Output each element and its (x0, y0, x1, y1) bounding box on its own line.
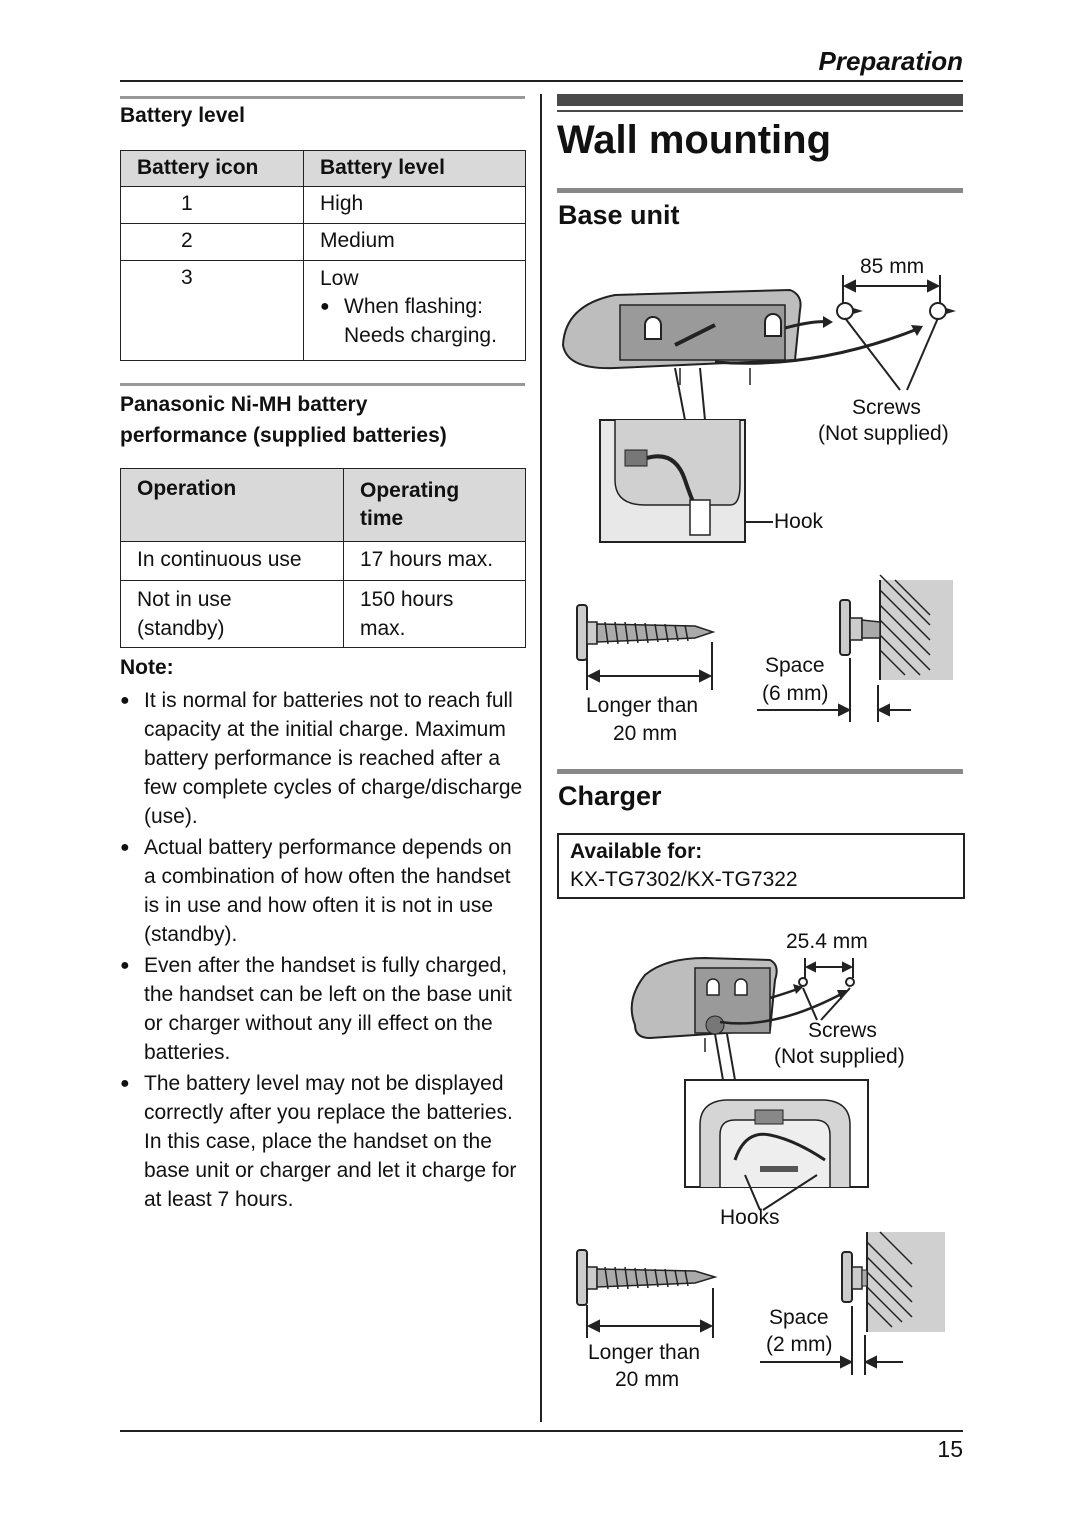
charger-diagram (555, 930, 965, 1390)
base-unit-diagram (555, 250, 965, 750)
table-header: Operation (121, 469, 344, 542)
performance-heading-line1: Panasonic Ni-MH battery (120, 393, 368, 416)
charger-heading: Charger (558, 781, 662, 811)
long-screw-icon (577, 1250, 715, 1305)
operation-text-line1: Not in use (137, 588, 232, 611)
screw-icon (837, 303, 863, 319)
header-rule (120, 80, 963, 82)
space-label-line2: (6 mm) (762, 682, 829, 705)
time-text-line2: max. (360, 617, 406, 640)
column-divider (540, 94, 542, 1422)
operation-text-line2: (standby) (137, 617, 225, 640)
table-header (344, 469, 526, 542)
table-row (121, 542, 526, 581)
table-row (121, 581, 526, 648)
battery-icon-cell: 1 (121, 187, 304, 224)
performance-heading-line2: performance (supplied batteries) (120, 424, 447, 447)
base-unit-rule (557, 188, 963, 193)
note-heading: Note: (120, 656, 174, 679)
title-bar-thin (557, 110, 963, 112)
screw-icon (930, 303, 956, 319)
note-item: ● Actual battery performance depends on a combination of how often the handset is in use and how often it is not in use (standby). (120, 833, 525, 949)
operating-time-header-line2: time (360, 507, 404, 530)
flashing-note-line1: When flashing: (344, 295, 483, 318)
table-row (121, 187, 526, 224)
mounted-screw-icon (840, 600, 880, 655)
battery-level-heading: Battery level (120, 104, 245, 127)
note-item: ● It is normal for batteries not to reach full capacity at the initial charge. Maximum battery performance is reached after a few complete cycles of charge/discharge (use). (120, 686, 525, 831)
note-item: ● Even after the handset is fully charged, the handset can be left on the base unit or charger without any ill effect on the batteries. (120, 951, 525, 1067)
operating-time-header-line1: Operating (360, 479, 460, 502)
battery-icon-cell: 3 (121, 261, 304, 361)
distance-85mm-label: 85 mm (860, 255, 925, 278)
length-marker (587, 642, 712, 690)
table-row (121, 261, 526, 361)
space-label-line1: Space (765, 654, 825, 677)
performance-rule (120, 383, 525, 386)
length-marker (587, 1288, 713, 1338)
screw-icon (846, 978, 854, 986)
hook-detail-box (600, 420, 773, 542)
note-item: ● The battery level may not be displayed correctly after you replace the batteries. In this case, place the handset on the base unit or charger and let it charge for at least 7 hours. (120, 1069, 525, 1214)
hook-label: Hook (774, 510, 824, 533)
section-label: Preparation (818, 46, 963, 76)
wall-icon (867, 1232, 945, 1332)
space-label-line1: Space (769, 1306, 829, 1329)
screw-icon (799, 978, 807, 986)
screws-label-line2: (Not supplied) (818, 422, 949, 445)
time-text: 17 hours max. (360, 548, 494, 571)
table-header: Battery level (304, 151, 526, 187)
longer-than-label-line2: 20 mm (615, 1368, 680, 1391)
distance-25mm-marker (805, 958, 853, 978)
longer-than-label-line2: 20 mm (613, 722, 678, 745)
table-header: Battery icon (121, 151, 304, 187)
table-row (121, 224, 526, 261)
time-text-line1: 150 hours (360, 588, 454, 611)
long-screw-icon (577, 605, 713, 660)
space-label-line2: (2 mm) (766, 1333, 833, 1356)
title-bar (557, 94, 963, 106)
battery-level-cell: Medium (304, 224, 526, 261)
charger-body (632, 958, 777, 1052)
distance-25mm-label: 25.4 mm (786, 930, 868, 953)
flashing-note-line2: Needs charging. (344, 324, 497, 347)
battery-level-cell (304, 261, 526, 361)
low-label: Low (320, 267, 359, 290)
hooks-detail-box (685, 1080, 868, 1187)
notes-list (120, 686, 525, 1216)
hooks-label: Hooks (720, 1206, 780, 1229)
performance-table (120, 468, 526, 648)
screws-label-line1: Screws (852, 396, 921, 419)
available-for-box (557, 833, 965, 899)
battery-level-rule (120, 96, 525, 99)
time-cell (344, 542, 526, 581)
page-title: Wall mounting (557, 118, 832, 162)
footer-rule (120, 1430, 963, 1432)
base-unit-body (563, 290, 801, 385)
flashing-note (320, 292, 509, 350)
operation-cell (121, 581, 344, 648)
bullet-icon: ● (320, 298, 330, 315)
page-number: 15 (937, 1436, 963, 1462)
mounted-screw-icon (842, 1252, 867, 1302)
available-for-label: Available for: (570, 840, 703, 863)
operation-text: In continuous use (137, 548, 302, 571)
time-cell (344, 581, 526, 648)
battery-icon-cell: 2 (121, 224, 304, 261)
charger-rule (557, 769, 963, 774)
screws-label-line2: (Not supplied) (774, 1045, 905, 1068)
screws-label-line1: Screws (808, 1019, 877, 1042)
longer-than-label-line1: Longer than (586, 694, 699, 717)
operation-cell (121, 542, 344, 581)
battery-level-table (120, 150, 526, 361)
longer-than-label-line1: Longer than (588, 1341, 701, 1364)
battery-level-cell: High (304, 187, 526, 224)
base-unit-heading: Base unit (558, 200, 680, 230)
wall-icon (880, 575, 953, 680)
available-models: KX-TG7302/KX-TG7322 (570, 868, 798, 891)
